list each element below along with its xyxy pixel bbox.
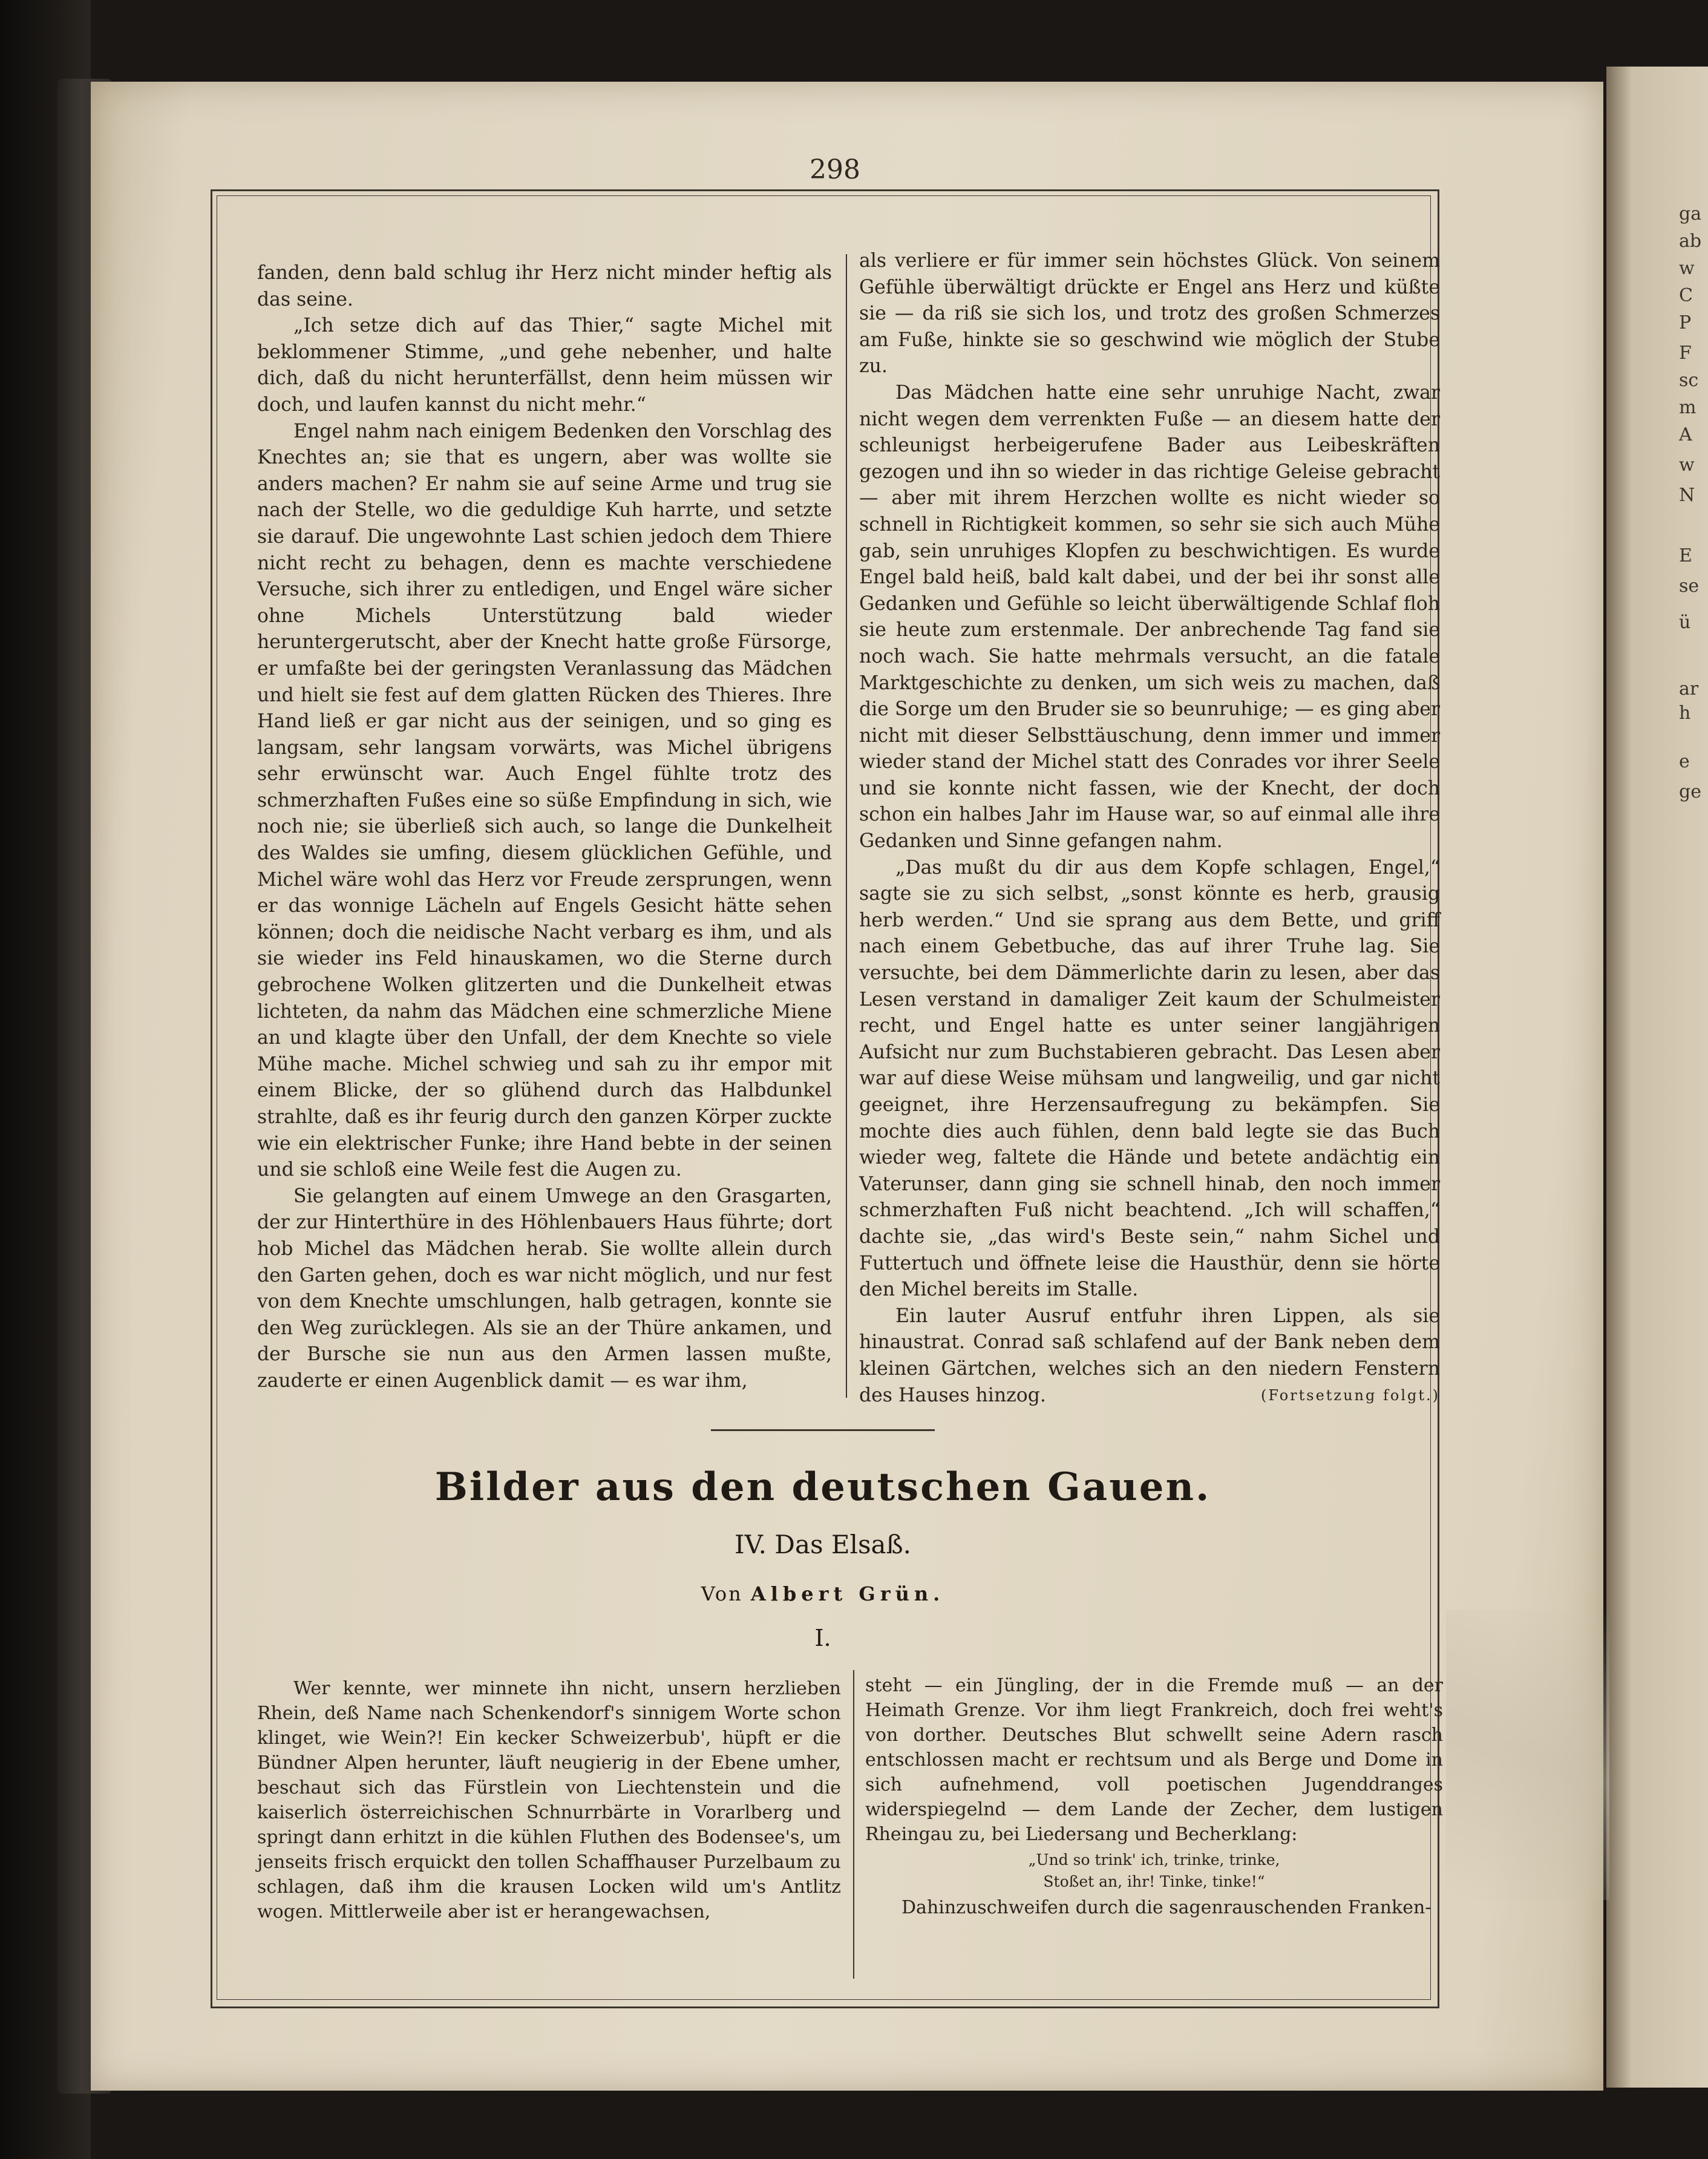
page-number: 298 — [810, 154, 860, 185]
paragraph: „Das mußt du dir aus dem Kopfe schlagen, Engel,“ sagte sie zu sich selbst, „sonst könnte es herb, grausig herb werden.“ Und sie sprang aus dem Bette, und griff nach einem Gebetbuche, das auf ihrer Truhe lag. Sie versuchte, bei dem Dämmerlichte darin zu lesen, aber das Lesen verstand in damaliger Zeit kaum der Schulmeister recht, und Engel hatte es unter seiner langjährigen Aufsicht nur zum Buchstabieren gebracht. Das Lesen aber war auf diese Weise mühsam und langweilig, und gar nicht geeignet, ihre Herzensaufregung zu bekämpfen. Sie mochte dies auch fühlen, denn bald legte sie das Buch wieder weg, faltete die Hände und betete andächtig ein Vaterunser, dann ging sie schnell hinab, den noch immer schmerzhaften Fuß nicht beachtend. „Ich will schaffen,“ dachte sie, „das wird's Beste sein,“ nahm Sichel und Futtertuch und öffnete leise die Hausthür, denn sie hörte den Michel bereits im Stalle. — [859, 856, 1440, 1301]
adjacent-page-fragment: ge — [1679, 781, 1701, 802]
paragraph — [859, 1303, 1440, 1409]
adjacent-page-fragment: ar — [1679, 678, 1699, 699]
adjacent-page-fragment: m — [1679, 397, 1697, 418]
verse-quote — [865, 1849, 1443, 1893]
paragraph: Das Mädchen hatte eine sehr unruhige Nacht, zwar nicht wegen dem verrenkten Fuße — an diesem hatte der schleunigst herbeigerufene Bader aus Leibeskräften gezogen und ihn so wieder in das richtige Geleise gebracht — aber mit ihrem Herzchen wollte es nicht wieder so schnell in Richtigkeit kommen, so sehr sie sich auch Mühe gab, sein unruhiges Klopfen zu beschwichtigen. Es wurde Engel bald heiß, bald kalt dabei, und der bei ihr sonst alle Gedanken und Gefühle so leicht überwältigende Schlaf floh sie heute zum erstenmale. Der anbrechende Tag fand sie noch wach. Sie hatte mehrmals versucht, an die fatale Marktgeschichte zu denken, um sich weis zu machen, daß die Sorge um den Bruder sie so beunruhige; — es ging aber nicht mit dieser Selbsttäuschung, denn immer und immer wieder stand der Michel statt des Conrades vor ihrer Seele und sie konnte nicht fassen, wie der Knecht, der doch schon ein halbes Jahr im Hause war, so auf einmal alle ihre Gedanken und Sinne gefangen nahm. — [859, 381, 1440, 853]
article-author — [303, 1582, 1343, 1605]
adjacent-page-fragment: F — [1679, 342, 1692, 364]
adjacent-page-fragment: e — [1679, 751, 1690, 772]
verse-line: „Und so trink' ich, trinke, trinke, — [1028, 1851, 1280, 1869]
article-left-column — [257, 1676, 841, 1924]
section-number: I. — [814, 1625, 831, 1651]
adjacent-page-fragment: sc — [1679, 370, 1699, 391]
adjacent-page-fragment: P — [1679, 312, 1692, 333]
article-subtitle: IV. Das Elsaß. — [735, 1530, 911, 1559]
paragraph: „Ich setze dich auf das Thier,“ sagte Michel mit beklommener Stimme, „und gehe nebenher, und halte dich, daß du nicht herunterfällst, denn heim müssen wir doch, und laufen kannst du nicht mehr.“ — [257, 315, 832, 416]
paragraph: Engel nahm nach einigem Bedenken den Vorschlag des Knechtes an; sie that es ungern, aber was wollte sie anders machen? Er nahm sie auf seine Arme und trug sie nach der Stelle, wo die geduldige Kuh harrte, und setzte sie darauf. Die ungewohnte Last schien jedoch dem Thiere nicht recht zu behagen, denn es machte verschiedene Versuche, sich ihrer zu entledigen, und Engel wäre sicher ohne Michels Unterstützung bald wieder heruntergerutscht, aber der Knecht hatte große Fürsorge, er umfaßte bei der geringsten Veranlassung das Mädchen und hielt sie fest auf dem glatten Rücken des Thieres. Ihre Hand ließ er gar nicht aus der seinigen, und so ging es langsam, sehr langsam vorwärts, was Michel übrigens sehr erwünscht war. Auch Engel fühlte trotz des schmerzhaften Fußes eine so süße Empfindung in sich, wie noch nie; sie überließ sich auch, so lange die Dunkelheit des Waldes sie umfing, diesem glücklichen Gefühle, und Michel wäre wohl das Herz vor Freude zersprungen, wenn er das wonnige Lächeln auf Engels Gesicht hätte sehen können; doch die neidische Nacht verbarg es ihm, und als sie wieder ins Feld hinauskamen, wo die Sterne durch gebrochene Wolken glitzerten und die Dunkelheit etwas lichteten, da nahm das Mädchen eine schmerzliche Miene an und klagte über den Unfall, der dem Knechte so viele Mühe mache. Michel schwieg und sah zu ihr empor mit einem Blicke, der so glühend durch das Halbdunkel strahlte, daß es ihr feurig durch den ganzen Körper zuckte wie ein elektrischer Funke; ihre Hand bebte in der seinen und sie schloß eine Weile fest die Augen zu. — [257, 420, 832, 1181]
paragraph: als verliere er für immer sein höchstes Glück. Von seinem Gefühle überwältigt drückte er Engel ans Herz und küßte sie — da riß sie sich los, und trotz des großen Schmerzes am Fuße, hinkte sie so geschwind wie möglich der Stube zu. — [859, 250, 1440, 378]
author-name: Albert Grün. — [750, 1582, 945, 1605]
paragraph-text: Ein lauter Ausruf entfuhr ihren Lippen, als sie hinaustrat. Conrad saß schlafend auf der Bank neben dem kleinen Gärtchen, welches sich an den niedern Fenstern des Hauses hinzog. — [859, 1305, 1440, 1406]
continued-note: (Fortsetzung folgt.) — [1261, 1386, 1440, 1404]
column-rule — [846, 254, 847, 1398]
adjacent-page-fragment: E — [1679, 545, 1692, 566]
adjacent-page-fragment: ü — [1679, 612, 1691, 633]
adjacent-page-edge — [1606, 67, 1708, 2088]
adjacent-page-fragment: ab — [1679, 231, 1702, 252]
paragraph: Dahinzuschweifen durch die sagenrauschenden Franken- — [901, 1897, 1432, 1918]
adjacent-page-fragment: N — [1679, 485, 1695, 506]
author-prefix: Von — [701, 1582, 743, 1605]
paragraph: fanden, denn bald schlug ihr Herz nicht minder heftig als das seine. — [257, 262, 832, 310]
adjacent-page-fragment: se — [1679, 575, 1700, 597]
adjacent-page-fragment: h — [1679, 703, 1691, 724]
adjacent-page-fragment: w — [1679, 454, 1695, 476]
paper-tear — [1446, 1610, 1609, 1900]
section-divider — [711, 1429, 935, 1431]
article-right-column — [865, 1673, 1443, 1920]
verse-line: Stoßet an, ihr! Tinke, tinke!“ — [1043, 1873, 1265, 1890]
adjacent-page-fragment: A — [1679, 424, 1692, 445]
adjacent-page-fragment: C — [1679, 285, 1693, 306]
serial-right-column — [859, 248, 1440, 1409]
paragraph: Wer kennte, wer minnete ihn nicht, unsern herzlieben Rhein, deß Name nach Schenkendorf's sinnigem Worte schon klinget, wie Wein?! Ein kecker Schweizerbub', hüpft er die Bündner Alpen herunter, läuft neugierig in der Ebene umher, beschaut sich das Fürstlein von Liechtenstein und die kaiserlich österreichischen Schnurrbärte in Vorarlberg und springt dann erhitzt in die kühlen Fluthen des Bodensee's, um jenseits frisch erquickt den tollen Schaffhauser Purzelbaum zu schlagen, daß ihm die krausen Locken wild um's Antlitz wogen. Mittlerweile aber ist er herangewachsen, — [257, 1678, 841, 1922]
paragraph: Sie gelangten auf einem Umwege an den Grasgarten, der zur Hinterthüre in des Höhlenbauers Haus führte; dort hob Michel das Mädchen herab. Sie wollte allein durch den Garten gehen, doch es war nicht möglich, und nur fest von dem Knechte umschlungen, halb getragen, konnte sie den Weg zurücklegen. Als sie an der Thüre ankamen, und der Bursche sie nun aus den Armen lassen mußte, zauderte er einen Augenblick damit — es war ihm, — [257, 1185, 832, 1392]
article-title: Bilder aus den deutschen Gauen. — [434, 1464, 1211, 1510]
adjacent-page-fragment: ga — [1679, 203, 1702, 224]
adjacent-page-fragment: w — [1679, 258, 1695, 279]
paragraph: steht — ein Jüngling, der in die Fremde muß — an der Heimath Grenze. Vor ihm liegt Frankreich, doch frei weht's von dorther. Deutsches Blut schwellt seine Adern rasch entschlossen macht er rechtsum und als Berge und Dome in sich aufnehmend, voll poetischen Jugenddranges widerspiegelnd — dem Lande der Zecher, dem lustigen Rheingau zu, bei Liedersang und Becherklang: — [865, 1675, 1443, 1845]
serial-left-column — [257, 260, 832, 1395]
column-rule — [853, 1670, 854, 1979]
